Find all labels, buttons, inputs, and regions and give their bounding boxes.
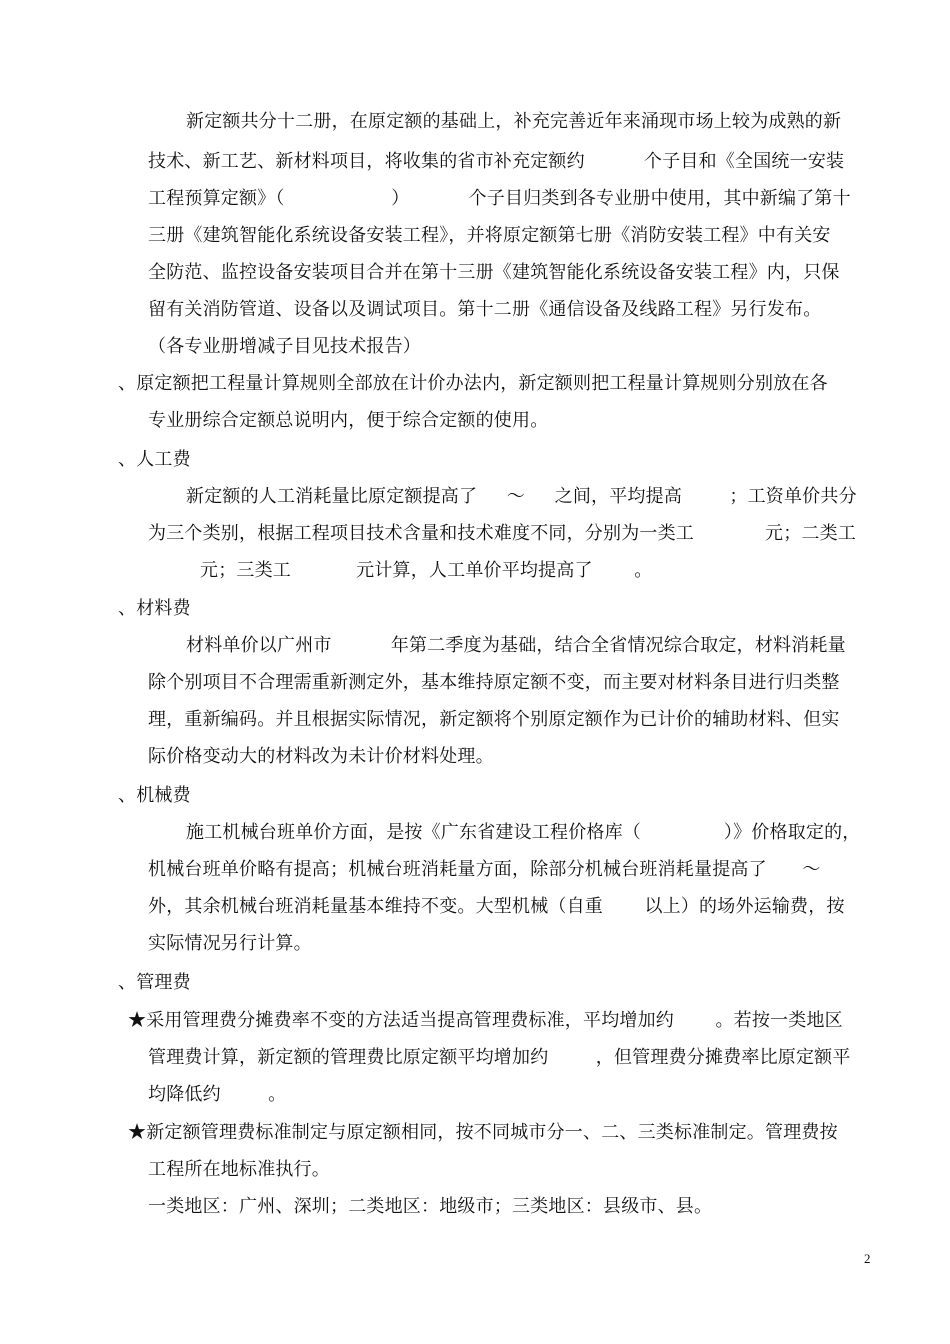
text-line: 为三个类别，根据工程项目技术含量和技术难度不同，分别为一类工 元；二类工: [148, 523, 857, 544]
text-line: 机械台班单价略有提高；机械台班消耗量方面，除部分机械台班消耗量提高了 ～: [148, 859, 821, 880]
text-line: 、原定额把工程量计算规则全部放在计价办法内，新定额则把工程量计算规则分别放在各: [118, 373, 828, 394]
bullet-line: ★新定额管理费标准制定与原定额相同，按不同城市分一、二、三类标准制定。管理费按: [128, 1122, 838, 1143]
text-line: 理，重新编码。并且根据实际情况，新定额将个别原定额作为已计价的辅助材料、但实: [148, 709, 840, 730]
text-line: 工程所在地标准执行。: [148, 1159, 330, 1180]
text-line: 全防范、监控设备安装项目合并在第十三册《建筑智能化系统设备安装工程》内，只保: [148, 262, 840, 283]
text-line: 新定额的人工消耗量比原定额提高了 ～ 之间，平均提高 ；工资单价共分: [186, 486, 857, 507]
text-line: 新定额共分十二册，在原定额的基础上，补充完善近年来涌现市场上较为成熟的新: [186, 111, 842, 132]
text-line: 三册《建筑智能化系统设备安装工程》，并将原定额第七册《消防安装工程》中有关安: [148, 225, 831, 246]
text-line: 专业册综合定额总说明内，便于综合定额的使用。: [148, 410, 549, 431]
section-heading: 、管理费: [118, 972, 191, 993]
text-line: 材料单价以广州市 年第二季度为基础，结合全省情况综合取定，材料消耗量: [186, 635, 846, 656]
text-line: 技术、新工艺、新材料项目，将收集的省市补充定额约 个子目和《全国统一安装: [148, 151, 845, 172]
bullet-line: ★采用管理费分摊费率不变的方法适当提高管理费标准，平均增加约 。若按一类地区: [128, 1010, 843, 1031]
text-line: 元；三类工 元计算，人工单价平均提高了 。: [200, 560, 653, 581]
text-line: 工程预算定额》（ ） 个子目归类到各专业册中使用，其中新编了第十: [148, 188, 851, 209]
text-line: 施工机械台班单价方面，是按《广东省建设工程价格库（ ）》价格取定的，: [186, 822, 861, 843]
text-line: 实际情况另行计算。: [148, 933, 312, 954]
section-heading: 、人工费: [118, 449, 191, 470]
text-line: 管理费计算，新定额的管理费比原定额平均增加约 ，但管理费分摊费率比原定额平: [148, 1047, 851, 1068]
text-line: （各专业册增减子目见技术报告）: [148, 336, 421, 357]
page-number: 2: [864, 1251, 871, 1266]
text-line: 均降低约 。: [148, 1084, 287, 1105]
text-line: 除个别项目不合理需重新测定外，基本维持原定额不变，而主要对材料条目进行归类整: [148, 672, 840, 693]
text-line: 际价格变动大的材料改为未计价材料处理。: [148, 746, 494, 767]
text-line: 留有关消防管道、设备以及调试项目。第十二册《通信设备及线路工程》另行发布。: [148, 299, 822, 320]
section-heading: 、机械费: [118, 785, 191, 806]
text-line: 一类地区：广州、深圳；二类地区：地级市；三类地区：县级市、县。: [148, 1196, 713, 1217]
section-heading: 、材料费: [118, 598, 191, 619]
text-line: 外，其余机械台班消耗量基本维持不变。大型机械（自重 以上）的场外运输费，按: [148, 896, 845, 917]
